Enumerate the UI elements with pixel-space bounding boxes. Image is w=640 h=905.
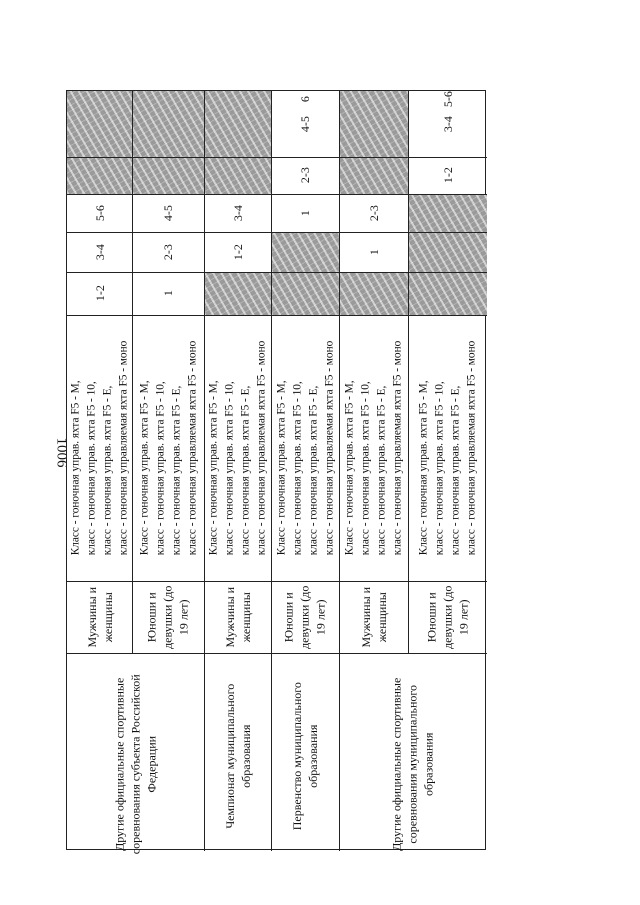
rank-cell [408, 157, 487, 194]
boat-classes-cell [132, 315, 204, 581]
grid-line-vertical [339, 653, 340, 851]
rank-cell [132, 232, 204, 272]
boat-class-line: класс - гоночная управ. яхта F5 - E, [307, 385, 320, 556]
participants-label: Юноши и девушки (до 19 лет) [424, 585, 471, 649]
rank-value: 1 [297, 210, 312, 216]
participants-label: Мужчины и женщины [358, 586, 389, 648]
boat-classes-list [136, 341, 200, 556]
grid-line-vertical [271, 91, 272, 653]
rank-value: 1-2 [440, 167, 455, 184]
rank-value: 5-6 [92, 205, 107, 221]
boat-class-line: класс - гоночная управляемая яхта F5 - моно [323, 340, 336, 556]
rank-value: 3-4 [230, 205, 245, 221]
rank-value: 6 [297, 96, 312, 103]
rank-cell-shaded [408, 194, 487, 232]
boat-class-line: класс - гоночная управ. яхта F5 - 10, [223, 381, 236, 556]
rank-cell [204, 232, 271, 272]
competition-name: Другие официальные спортивные соревнования субъекта Российской Федерации [112, 674, 159, 855]
boat-class-line: класс - гоночная управ. яхта F5 - 10, [359, 381, 372, 556]
rank-value: 5-6 [440, 91, 455, 108]
competition-cell [339, 653, 487, 851]
boat-class-line: Класс - гоночная управ. яхта F5 - M, [207, 380, 220, 556]
boat-classes-cell [339, 315, 408, 581]
boat-class-line: класс - гоночная управ. яхта F5 - 10, [291, 381, 304, 556]
rank-value: 2-3 [160, 244, 175, 260]
rank-cell [132, 272, 204, 315]
rank-cell [204, 194, 271, 232]
rank-cell [132, 194, 204, 232]
rank-value: 4-5 [160, 205, 175, 221]
rank-cell [339, 194, 408, 232]
boat-class-line: класс - гоночная управ. яхта F5 - 10, [154, 381, 167, 556]
boat-class-line: Класс - гоночная управ. яхта F5 - M, [417, 380, 430, 556]
boat-classes-list [68, 341, 132, 556]
rank-cell [271, 194, 339, 232]
competition-cell [271, 653, 339, 851]
rank-cell [271, 157, 339, 194]
boat-class-line: класс - гоночная управ. яхта F5 - E, [170, 385, 183, 556]
boat-class-line: класс - гоночная управ. яхта F5 - E, [239, 385, 252, 556]
rank-cell-shaded [204, 272, 271, 315]
grid-line-vertical [339, 91, 340, 653]
rank-cell-shaded [67, 157, 132, 194]
boat-class-line: Класс - гоночная управ. яхта F5 - M, [138, 380, 151, 556]
participants-cell [408, 581, 487, 653]
rank-value: 4-5 [297, 116, 312, 132]
boat-classes-list [342, 341, 406, 556]
participants-label: Юноши и девушки (до 19 лет) [144, 585, 192, 649]
rank-cell-shaded [271, 272, 339, 315]
grid-line-vertical [271, 653, 272, 851]
participants-cell [204, 581, 271, 653]
boat-class-line: класс - гоночная управляемая яхта F5 - моно [186, 340, 199, 556]
grid-line-horizontal [67, 581, 487, 582]
grid-line-vertical [204, 91, 205, 653]
competition-cell [204, 653, 271, 851]
rank-cell [408, 91, 487, 107]
rank-cell-shaded [339, 157, 408, 194]
grid-line-horizontal [67, 232, 487, 233]
grid-line-horizontal [67, 315, 487, 316]
rank-value: 2-3 [297, 167, 312, 184]
rank-value: 2-3 [366, 205, 381, 221]
competition-name: Первенство муниципального образования [289, 682, 320, 831]
rank-value: 3-4 [92, 244, 107, 260]
boat-class-line: класс - гоночная управ. яхта F5 - E, [101, 385, 114, 556]
rank-cell-shaded [204, 91, 271, 157]
grid-line-horizontal [67, 157, 487, 158]
boat-class-line: класс - гоночная управляемая яхта F5 - моно [117, 340, 130, 556]
rank-cell-shaded [132, 157, 204, 194]
boat-class-line: Класс - гоночная управ. яхта F5 - M, [343, 380, 356, 556]
grid-line-horizontal [67, 272, 487, 273]
boat-class-line: класс - гоночная управ. яхта F5 - E, [375, 385, 388, 556]
participants-label: Мужчины и женщины [222, 586, 253, 648]
boat-class-line: класс - гоночная управляемая яхта F5 - моно [465, 340, 478, 556]
boat-class-line: класс - гоночная управляемая яхта F5 - моно [255, 340, 268, 556]
rank-cell [271, 91, 339, 107]
participants-cell [271, 581, 339, 653]
participants-cell [67, 581, 132, 653]
boat-class-line: Класс - гоночная управ. яхта F5 - M, [69, 380, 82, 556]
participants-cell [339, 581, 408, 653]
rank-value: 1-2 [92, 285, 107, 302]
boat-classes-cell [204, 315, 271, 581]
boat-classes-cell [271, 315, 339, 581]
boat-classes-cell [67, 315, 132, 581]
rank-value: 1 [160, 290, 175, 297]
competition-name: Другие официальные спортивные соревнования муниципального образования [389, 677, 437, 851]
boat-classes-list [206, 341, 270, 556]
boat-class-line: класс - гоночная управ. яхта F5 - E, [449, 385, 462, 556]
grid-line-horizontal [67, 194, 487, 195]
grid-line-horizontal [67, 653, 487, 654]
rank-cell-shaded [339, 272, 408, 315]
boat-class-line: класс - гоночная управляемая яхта F5 - моно [391, 340, 404, 556]
page-number-text: 1006 [53, 437, 70, 467]
rank-cell-shaded [339, 91, 408, 157]
rank-value: 1 [366, 249, 381, 255]
rank-cell-shaded [408, 232, 487, 272]
rank-cell [67, 272, 132, 315]
rank-cell-shaded [408, 272, 487, 315]
rank-value: 1-2 [230, 244, 245, 260]
participants-label: Мужчины и женщины [84, 586, 115, 648]
participants-cell [132, 581, 204, 653]
grid-line-vertical [132, 91, 133, 653]
rank-cell-shaded [204, 157, 271, 194]
rank-value: 3-4 [440, 116, 455, 132]
boat-class-line: класс - гоночная управ. яхта F5 - 10, [85, 381, 98, 556]
boat-class-line: класс - гоночная управ. яхта F5 - 10, [433, 381, 446, 556]
grid-line-vertical [408, 91, 409, 653]
competition-name: Чемпионат муниципального образования [222, 683, 253, 829]
competition-cell [67, 653, 204, 855]
rank-cell-shaded [67, 91, 132, 157]
rank-cell [339, 232, 408, 272]
grid-line-vertical [204, 653, 205, 851]
participants-label: Юноши и девушки (до 19 лет) [281, 585, 329, 649]
boat-class-line: Класс - гоночная управ. яхта F5 - M, [275, 380, 288, 556]
rank-requirements-table [66, 90, 486, 855]
rank-cell [67, 232, 132, 272]
rank-cell-shaded [132, 91, 204, 157]
rank-cell-shaded [271, 232, 339, 272]
boat-classes-list [416, 341, 480, 556]
rank-cell [67, 194, 132, 232]
boat-classes-list [273, 341, 337, 556]
boat-classes-cell [408, 315, 487, 581]
